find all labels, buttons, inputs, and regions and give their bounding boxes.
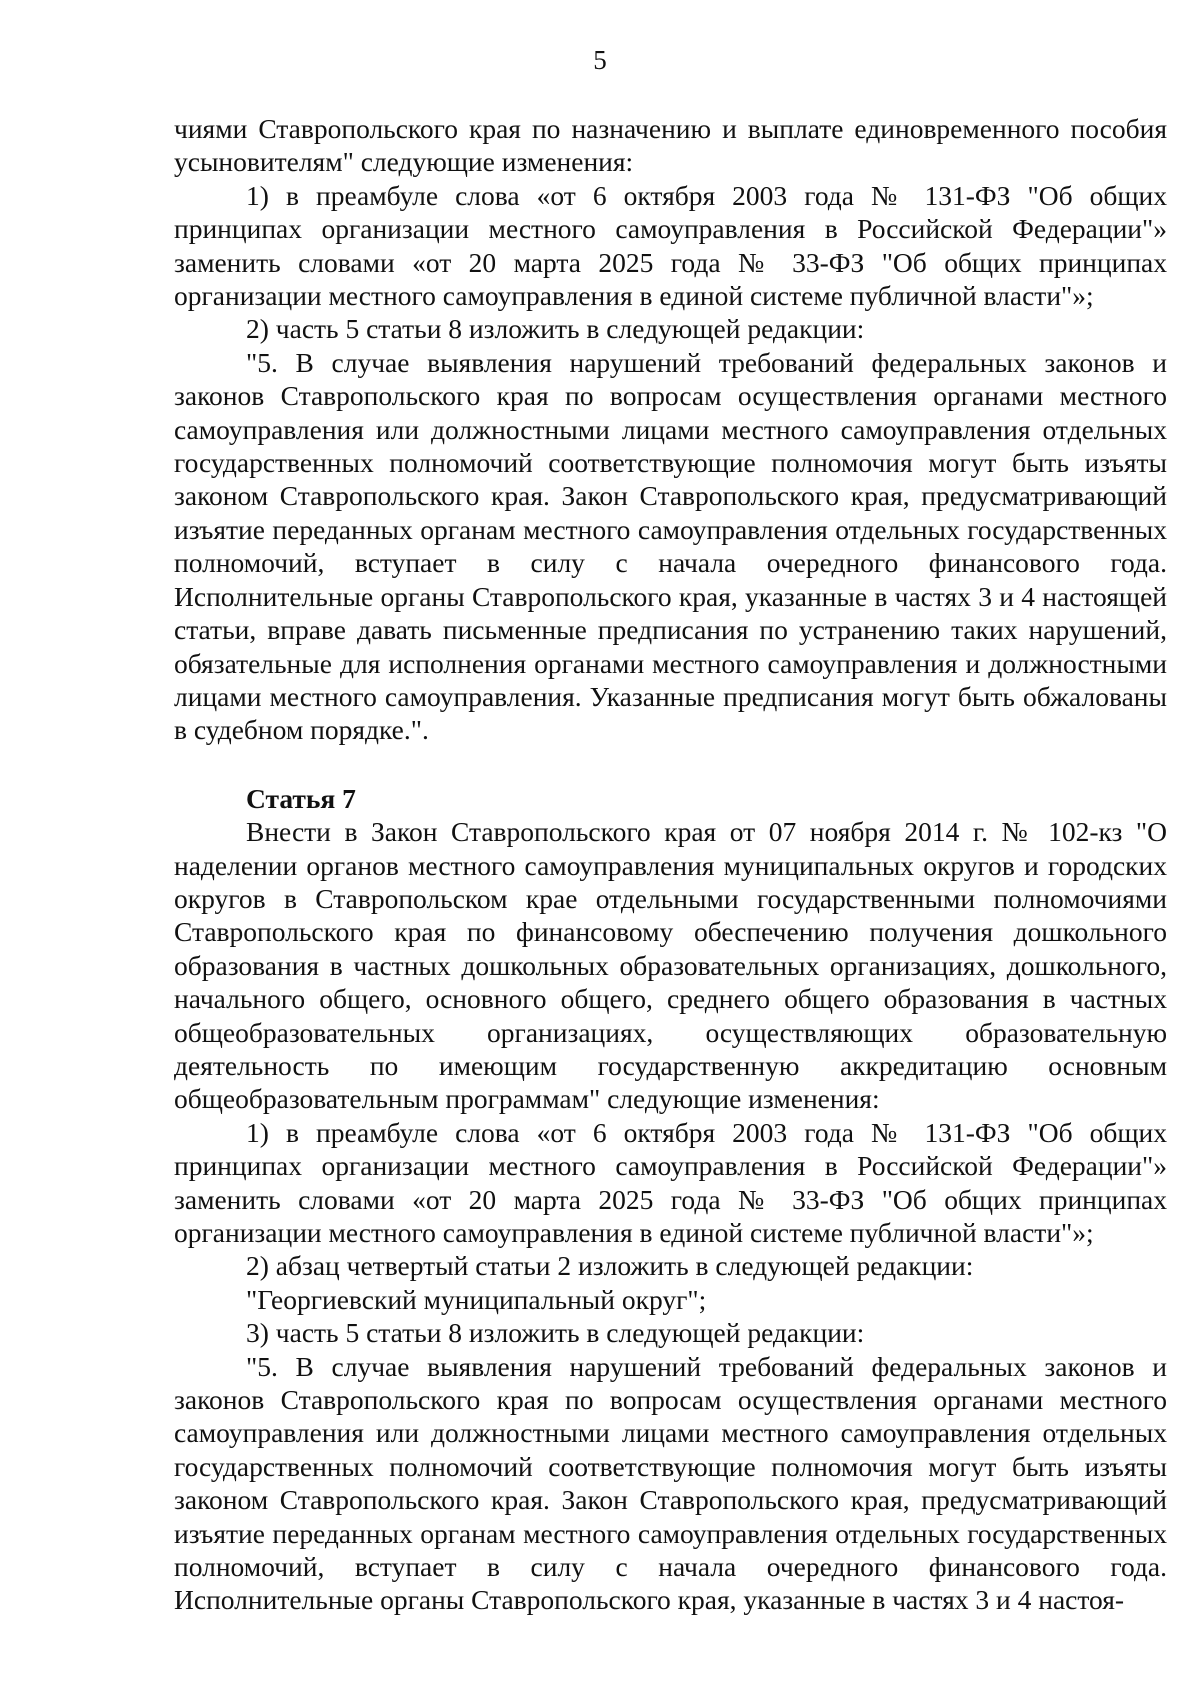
paragraph-article-item3-text: "5. В случае выявления нарушений требований федеральных законов и законов Ставропольского края по вопросам осуществления органами местного самоуправления или должностными лицами местного самоуправления отдельных государственных полномочий соответствующие полномочия могут быть изъяты законом Ставропольского края. Закон Ставропольского края, предусматривающий изъятие переданных органам местного самоуправления отдельных государственных полномочий, вступает в силу с начала очередного финансового года. Исполнительные органы Ставропольского края, указанные в частях 3 и 4 настоя-: [174, 1350, 1167, 1616]
paragraph-continuation: чиями Ставропольского края по назначению и выплате единовременного пособия усыновителям" следующие изменения:: [174, 113, 1167, 178]
page-number: 5: [593, 45, 607, 75]
article-heading: Статья 7: [246, 782, 356, 814]
paragraph-part5-intro: 2) часть 5 статьи 8 изложить в следующей редакции:: [246, 313, 865, 345]
paragraph-article-preamble: 1) в преамбуле слова «от 6 октября 2003 года № 131-ФЗ "Об общих принципах организации местного самоуправления в Российской Федерации"» заменить словами «от 20 марта 2025 года № 33-ФЗ "Об общих принципах организации местного самоуправления в единой системе публичной власти"»;: [174, 1116, 1167, 1248]
document-body: [174, 112, 1167, 1617]
paragraph-article-item3: 3) часть 5 статьи 8 изложить в следующей редакции:: [246, 1317, 865, 1349]
paragraph-part5-text: "5. В случае выявления нарушений требований федеральных законов и законов Ставропольского края по вопросам осуществления органами местного самоуправления или должностными лицами местного самоуправления отдельных государственных полномочий соответствующие полномочия могут быть изъяты законом Ставропольского края. Закон Ставропольского края, предусматривающий изъятие переданных органам местного самоуправления отдельных государственных полномочий, вступает в силу с начала очередного финансового года. Исполнительные органы Ставропольского края, указанные в частях 3 и 4 настоящей статьи, вправе давать письменные предписания по устранению таких нарушений, обязательные для исполнения органами местного самоуправления и должностными лицами местного самоуправления. Указанные предписания могут быть обжалованы в судебном порядке.".: [174, 346, 1167, 746]
paragraph-article-item2-text: "Георгиевский муниципальный округ";: [246, 1283, 707, 1315]
paragraph-article-item2: 2) абзац четвертый статьи 2 изложить в следующей редакции:: [246, 1250, 974, 1282]
paragraph-article-intro: Внести в Закон Ставропольского края от 07 ноября 2014 г. № 102-кз "О наделении органов местного самоуправления муниципальных округов и городских округов в Ставропольском крае отдельными государственными полномочиями Ставропольского края по финансовому обеспечению получения дошкольного образования в частных дошкольных образовательных организациях, дошкольного, начального общего, основного общего, среднего общего образования в частных общеобразовательных организациях, осуществляющих образовательную деятельность по имеющим государственную аккредитацию основным общеобразовательным программам" следующие изменения:: [174, 816, 1167, 1115]
paragraph-preamble-amendment: 1) в преамбуле слова «от 6 октября 2003 года № 131-ФЗ "Об общих принципах организации местного самоуправления в Российской Федерации"» заменить словами «от 20 марта 2025 года № 33-ФЗ "Об общих принципах организации местного самоуправления в единой системе публичной власти"»;: [174, 179, 1167, 312]
